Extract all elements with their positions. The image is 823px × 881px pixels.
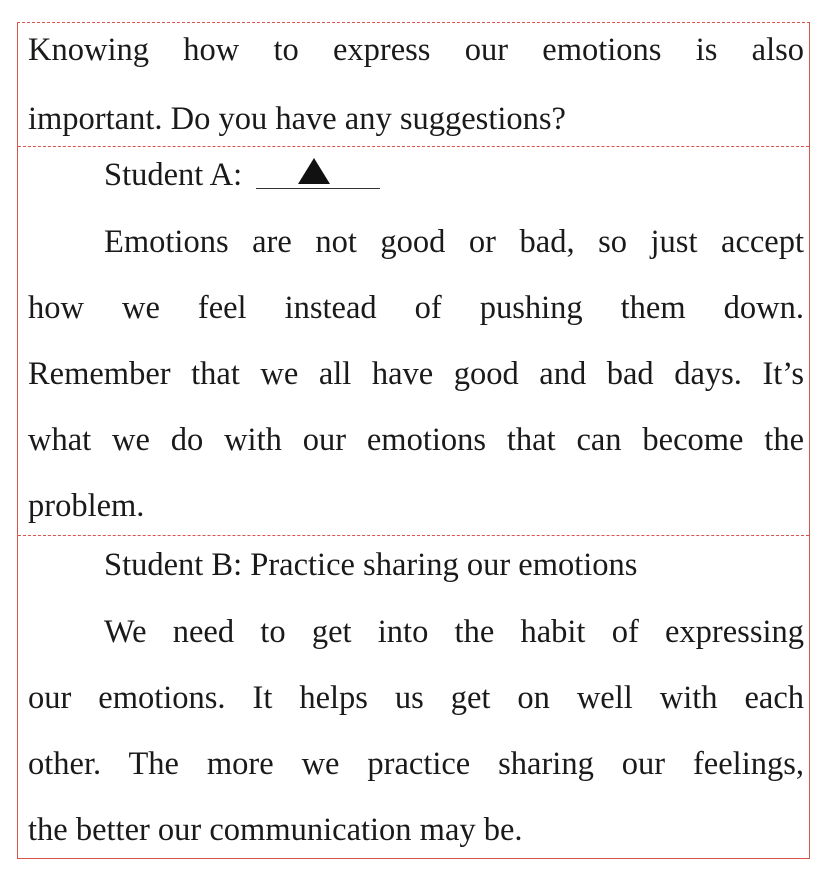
intro-line-2: important. Do you have any suggestions?: [28, 101, 566, 137]
student-b-heading: Student B: Practice sharing our emotions: [104, 547, 638, 583]
student-b-line-3: other. The more we practice sharing our feelings,: [28, 746, 804, 782]
student-a-line-4: what we do with our emotions that can become the: [28, 422, 804, 458]
section-divider: [18, 535, 809, 536]
triangle-icon: [298, 158, 330, 184]
student-b-line-1: We need to get into the habit of expressing: [104, 614, 804, 650]
student-a-label: Student A:: [104, 157, 243, 193]
student-a-heading: [104, 155, 380, 195]
student-a-line-1: Emotions are not good or bad, so just accept: [104, 224, 804, 260]
intro-line-1: Knowing how to express our emotions is also: [28, 32, 804, 68]
student-a-line-5: problem.: [28, 488, 145, 524]
answer-blank: [256, 158, 380, 189]
section-divider: [18, 146, 809, 147]
student-a-line-3: Remember that we all have good and bad days. It’s: [28, 356, 804, 392]
student-b-line-2: our emotions. It helps us get on well with each: [28, 680, 804, 716]
student-b-line-4: the better our communication may be.: [28, 812, 523, 848]
student-a-line-2: how we feel instead of pushing them down.: [28, 290, 804, 326]
